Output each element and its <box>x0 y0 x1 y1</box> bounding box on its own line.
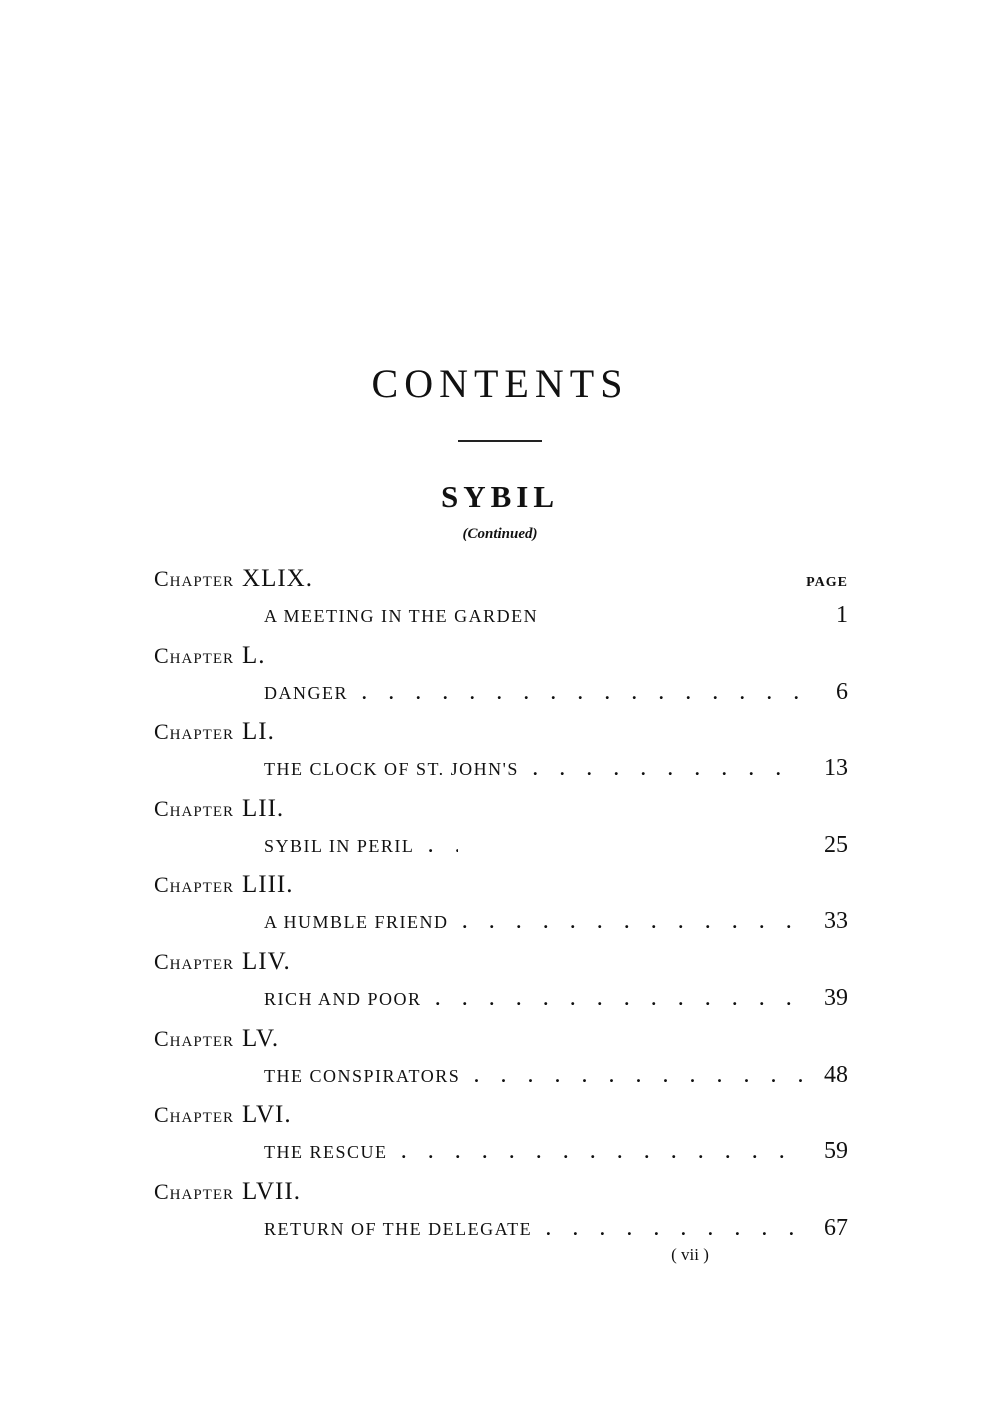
chapter-title: RICH AND POOR <box>264 988 422 1009</box>
chapter-number: LVI. <box>242 1101 292 1129</box>
contents-entry <box>0 1175 1000 1252</box>
contents-entry <box>0 945 1000 1022</box>
contents-entry <box>0 868 1000 945</box>
chapter-title-line <box>264 1213 848 1243</box>
dot-leaders <box>402 1137 802 1167</box>
chapter-title-line <box>264 677 848 707</box>
page-number: 1 <box>836 602 848 628</box>
book-title: SYBIL <box>440 479 560 514</box>
contents-entry <box>0 1098 1000 1175</box>
chapter-word: Chapter <box>154 948 235 974</box>
dot-leaders <box>474 1061 802 1091</box>
dot-leaders <box>546 1214 802 1244</box>
contents-entry <box>0 562 1000 639</box>
page-number: 33 <box>824 908 848 935</box>
chapter-title-line <box>264 830 848 860</box>
chapter-number: LII. <box>242 794 285 822</box>
chapter-title: THE CONSPIRATORS <box>264 1065 461 1086</box>
page-number: 6 <box>836 678 848 705</box>
chapter-title-line <box>264 1136 848 1166</box>
page-number: 48 <box>824 1061 848 1088</box>
chapter-heading <box>154 1175 301 1209</box>
dot-leaders <box>533 754 802 784</box>
chapter-number: LIII. <box>242 871 294 899</box>
dot-leaders <box>362 678 802 708</box>
chapter-number: LVII. <box>242 1177 301 1205</box>
chapter-heading <box>154 639 266 673</box>
chapter-title: THE CLOCK OF ST. JOHN'S <box>264 759 519 780</box>
chapter-title: A HUMBLE FRIEND <box>264 912 449 933</box>
chapter-title-line <box>264 906 848 936</box>
contents-entry <box>0 792 1000 869</box>
chapter-heading <box>154 1098 292 1132</box>
chapter-number: LI. <box>242 718 275 746</box>
contents-entry <box>0 639 1000 716</box>
page-number: 67 <box>824 1214 848 1241</box>
page-number: 25 <box>824 831 848 858</box>
chapter-title: RETURN OF THE DELEGATE <box>264 1218 533 1239</box>
page-column-label: PAGE <box>806 575 848 590</box>
page-number: 39 <box>824 984 848 1011</box>
chapter-heading <box>154 562 313 596</box>
chapter-title-line <box>264 983 848 1013</box>
dot-leaders <box>436 984 802 1014</box>
dot-leaders <box>428 831 458 861</box>
chapter-heading <box>154 792 284 826</box>
chapter-heading <box>154 868 294 902</box>
chapter-word: Chapter <box>154 1178 235 1204</box>
chapter-number: LIV. <box>242 947 291 975</box>
chapter-title: DANGER <box>264 682 348 703</box>
chapter-heading <box>154 715 275 749</box>
contents-entry <box>0 715 1000 792</box>
chapter-title: THE RESCUE <box>264 1142 388 1163</box>
chapter-word: Chapter <box>154 1025 235 1051</box>
chapter-heading <box>154 945 291 979</box>
page-number: 59 <box>824 1138 848 1165</box>
dot-leaders <box>463 907 802 937</box>
chapter-word: Chapter <box>154 795 235 821</box>
page-number: 13 <box>824 755 848 782</box>
chapter-title: A MEETING IN THE GARDEN <box>264 606 539 626</box>
chapter-word: Chapter <box>154 566 235 591</box>
chapter-heading <box>154 1022 279 1056</box>
page-folio: ( vii ) <box>671 1245 709 1264</box>
contents-list <box>0 562 1000 1251</box>
chapter-word: Chapter <box>154 719 235 745</box>
chapter-word: Chapter <box>154 642 235 668</box>
continued-note: (Continued) <box>462 526 538 542</box>
title-rule <box>458 440 542 442</box>
chapter-number: LV. <box>242 1024 280 1052</box>
chapter-number: XLIX. <box>242 565 313 592</box>
contents-entry <box>0 1022 1000 1099</box>
chapter-title-line <box>264 1060 848 1090</box>
chapter-title-line <box>264 753 848 783</box>
chapter-word: Chapter <box>154 872 235 898</box>
page-title: CONTENTS <box>371 361 629 406</box>
chapter-word: Chapter <box>154 1102 235 1128</box>
chapter-title: SYBIL IN PERIL <box>264 835 415 856</box>
chapter-title-line <box>264 600 848 630</box>
chapter-number: L. <box>242 641 266 669</box>
